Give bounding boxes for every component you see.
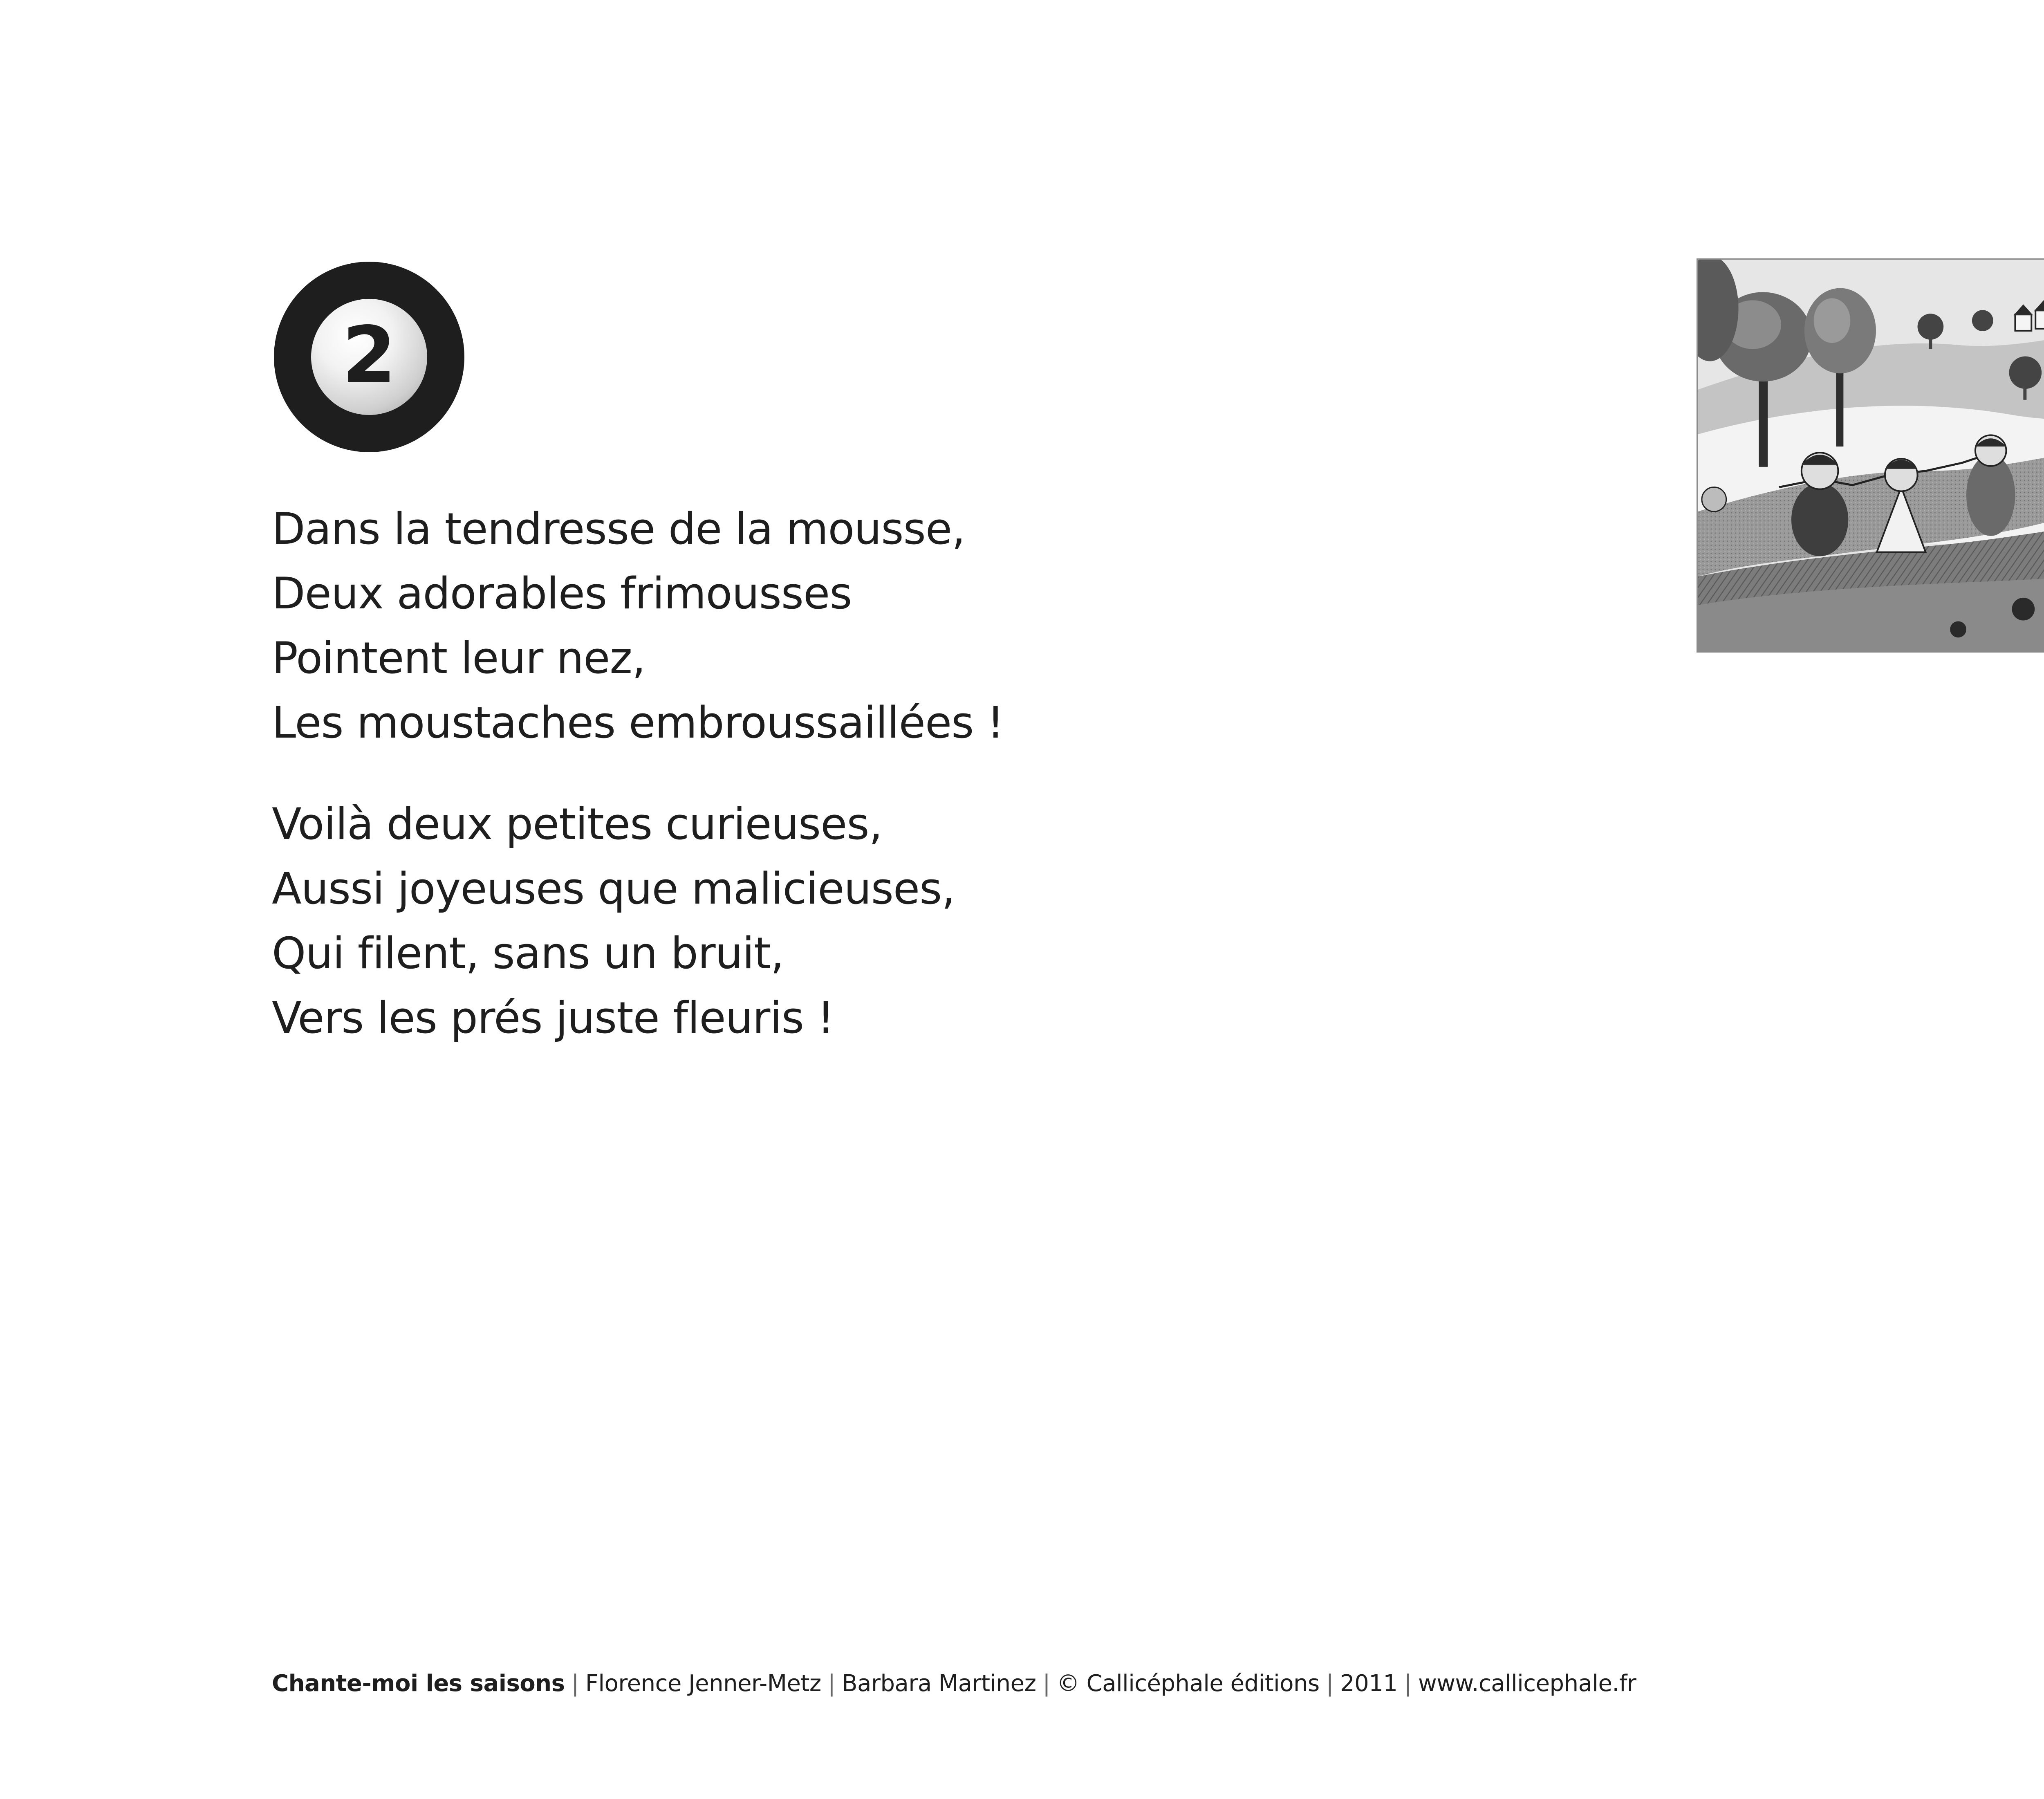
poem-line: Les moustaches embroussaillées ! bbox=[272, 698, 1004, 748]
poem-line: Vers les prés juste fleuris ! bbox=[272, 993, 834, 1043]
poem-line: Pointent leur nez, bbox=[272, 633, 645, 683]
illustration bbox=[1697, 258, 2044, 653]
poem-line: Dans la tendresse de la mousse, bbox=[272, 504, 965, 554]
poem-line: Qui filent, sans un bruit, bbox=[272, 928, 784, 978]
publisher-name: © Callicéphale éditions bbox=[1056, 1670, 1320, 1697]
footer-separator: | bbox=[827, 1670, 836, 1697]
website-link[interactable]: www.callicephale.fr bbox=[1418, 1670, 1636, 1697]
footer-separator: | bbox=[1042, 1670, 1050, 1697]
poem-line: Voilà deux petites curieuses, bbox=[272, 799, 883, 849]
footer-separator: | bbox=[1404, 1670, 1412, 1697]
badge-number: 2 bbox=[342, 310, 397, 400]
poem bbox=[272, 497, 1498, 1050]
footer-separator: | bbox=[1326, 1670, 1334, 1697]
stanza-1 bbox=[272, 497, 1498, 755]
number-badge-inner bbox=[311, 299, 427, 415]
stanza-2 bbox=[272, 792, 1498, 1050]
author-name: Florence Jenner-Metz bbox=[585, 1670, 821, 1697]
illustrator-name: Barbara Martinez bbox=[842, 1670, 1036, 1697]
footer-separator: | bbox=[571, 1670, 579, 1697]
poem-line: Aussi joyeuses que malicieuses, bbox=[272, 864, 955, 914]
poem-line: Deux adorables frimousses bbox=[272, 568, 852, 619]
footer-credits bbox=[272, 1669, 1636, 1698]
landscape-illustration bbox=[1698, 260, 2044, 651]
publication-year: 2011 bbox=[1340, 1670, 1398, 1697]
number-badge bbox=[274, 262, 464, 452]
book-title: Chante-moi les saisons bbox=[272, 1670, 565, 1697]
